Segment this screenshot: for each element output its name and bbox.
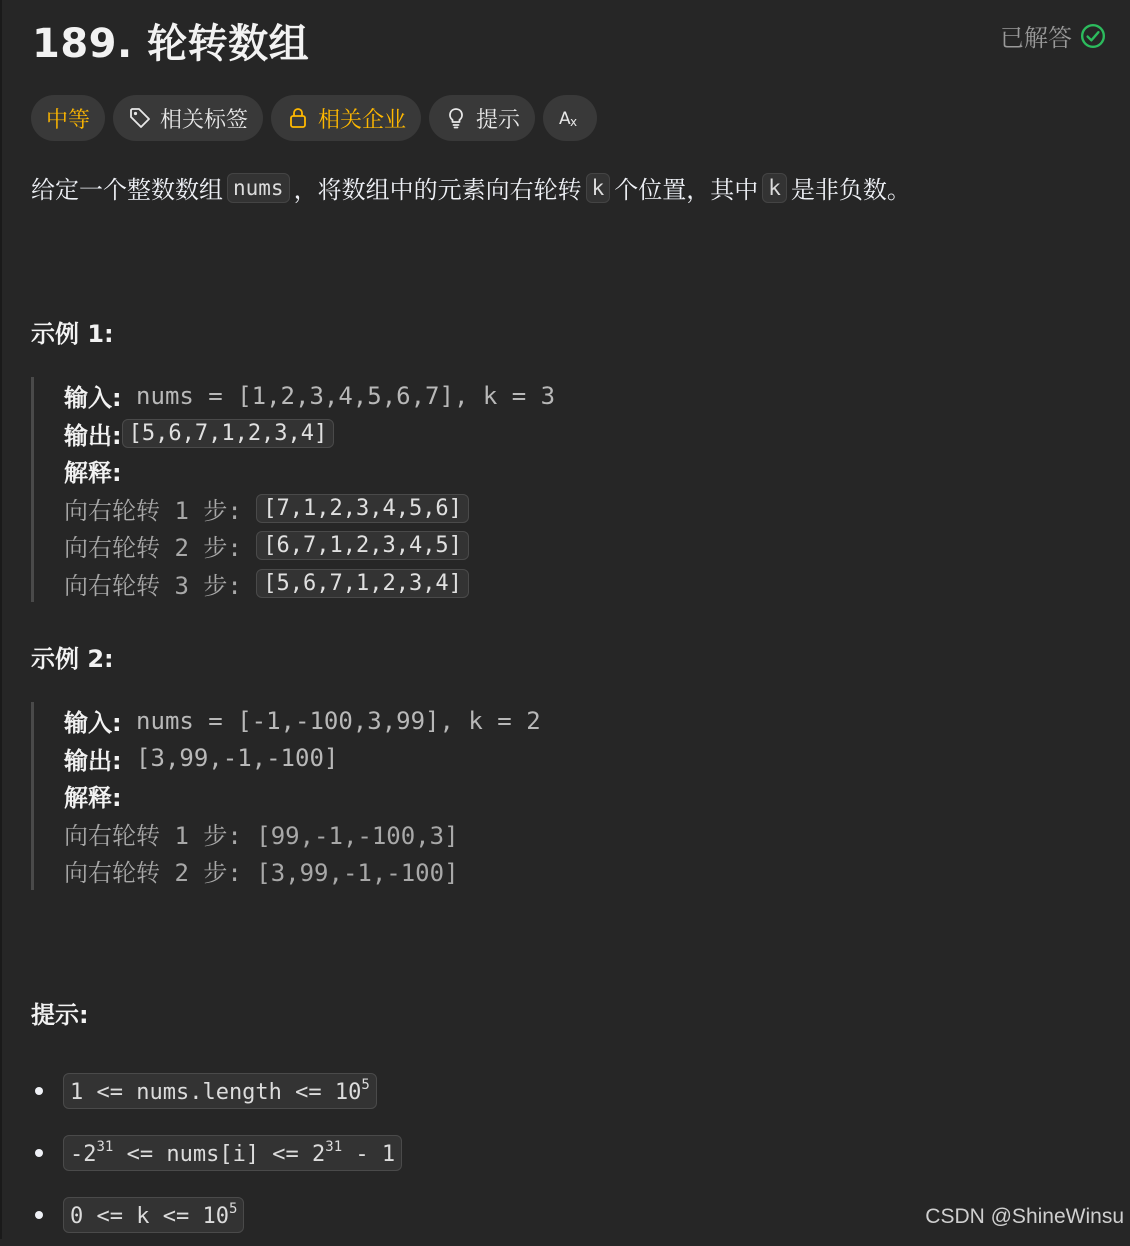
example-1-explain — [64, 452, 555, 490]
lightbulb-icon — [444, 106, 468, 130]
frame-edge — [0, 0, 2, 1239]
input-value: nums = [-1,-100,3,99], k = 2 — [121, 706, 541, 735]
constraint-text: 0 <= k <= 10 — [70, 1204, 229, 1229]
desc-text-3: 个位置，其中 — [614, 176, 759, 204]
desc-text-2: ，将数组中的元素向右轮转 — [293, 176, 582, 204]
constraint-text: -2 — [70, 1142, 97, 1167]
example-2-input — [64, 702, 541, 740]
output-label: 输出: — [64, 746, 122, 775]
example-1-step — [64, 490, 555, 528]
constraint-text: 1 <= nums.length <= 10 — [70, 1080, 362, 1105]
bullet-dot — [35, 1211, 43, 1219]
tag-icon — [128, 106, 152, 130]
input-label: 输入: — [64, 384, 122, 413]
bullet-dot — [35, 1087, 43, 1095]
explain-label: 解释: — [64, 459, 122, 488]
desc-text-4: 是非负数。 — [790, 176, 911, 204]
input-label: 输入: — [64, 709, 122, 738]
related-tags-button[interactable] — [113, 95, 263, 141]
code-k: k — [762, 173, 787, 203]
output-value: [5,6,7,1,2,3,4] — [122, 419, 335, 448]
input-value: nums = [1,2,3,4,5,6,7], k = 3 — [121, 381, 556, 410]
constraint-text: <= nums[i] <= 2 — [113, 1142, 326, 1167]
example-1-output — [64, 415, 555, 453]
constraint-exponent: 5 — [228, 1201, 238, 1217]
constraint-text: - 1 — [342, 1142, 396, 1167]
desc-text-1: 给定一个整数数组 — [31, 176, 223, 204]
constraints-heading: 提示: — [31, 1001, 89, 1029]
page-title: 189. 轮转数组 — [32, 21, 310, 67]
step-text: 向右轮转 1 步: [99,-1,-100,3] — [64, 821, 459, 850]
constraints-list — [31, 1060, 402, 1246]
constraint-exponent: 5 — [361, 1077, 370, 1093]
output-label: 输出: — [64, 421, 122, 450]
svg-text:A: A — [559, 109, 571, 129]
example-2-explain — [64, 777, 541, 815]
check-circle-icon — [1080, 23, 1106, 49]
step-text: 向右轮转 2 步: — [64, 534, 257, 563]
example-2-heading: 示例 2: — [31, 645, 114, 673]
bullet-dot — [35, 1149, 43, 1157]
list-item — [31, 1122, 402, 1184]
difficulty-badge[interactable] — [31, 95, 105, 141]
example-1-input — [64, 377, 555, 415]
step-value: [6,7,1,2,3,4,5] — [256, 531, 469, 560]
step-value: [7,1,2,3,4,5,6] — [256, 494, 469, 523]
constraint-code — [63, 1197, 244, 1233]
solved-status — [1000, 18, 1106, 53]
watermark: CSDN @ShineWinsu — [925, 1205, 1124, 1228]
problem-description — [31, 170, 911, 205]
translate-button[interactable] — [543, 95, 597, 141]
example-2-output — [64, 740, 541, 778]
example-2-block — [31, 702, 541, 890]
step-text: 向右轮转 2 步: [3,99,-1,-100] — [64, 859, 459, 888]
step-text: 向右轮转 3 步: — [64, 571, 257, 600]
list-item — [31, 1060, 402, 1122]
hint-label: 提示 — [476, 107, 521, 133]
lock-icon — [286, 106, 310, 130]
constraint-code — [63, 1135, 402, 1171]
code-nums: nums — [227, 173, 290, 203]
related-companies-label: 相关企业 — [318, 107, 407, 133]
example-1-step — [64, 565, 555, 603]
constraint-code — [63, 1073, 377, 1109]
code-k: k — [586, 173, 611, 203]
step-text: 向右轮转 1 步: — [64, 496, 257, 525]
solved-label: 已解答 — [1000, 24, 1072, 52]
example-2-step — [64, 852, 541, 890]
example-1-step — [64, 527, 555, 565]
related-tags-label: 相关标签 — [160, 107, 249, 133]
related-companies-button[interactable] — [271, 95, 421, 141]
example-2-step — [64, 815, 541, 853]
step-value: [5,6,7,1,2,3,4] — [256, 569, 469, 598]
translate-icon — [558, 106, 582, 130]
output-value: [3,99,-1,-100] — [121, 744, 339, 773]
constraint-exponent: 31 — [96, 1139, 114, 1155]
example-1-block — [31, 377, 555, 602]
difficulty-label: 中等 — [46, 107, 91, 133]
constraint-exponent: 31 — [325, 1139, 343, 1155]
svg-text:x: x — [570, 115, 578, 129]
hint-button[interactable] — [429, 95, 535, 141]
example-1-heading: 示例 1: — [31, 320, 114, 348]
explain-label: 解释: — [64, 784, 122, 813]
list-item — [31, 1184, 402, 1246]
tag-bar — [31, 95, 597, 141]
